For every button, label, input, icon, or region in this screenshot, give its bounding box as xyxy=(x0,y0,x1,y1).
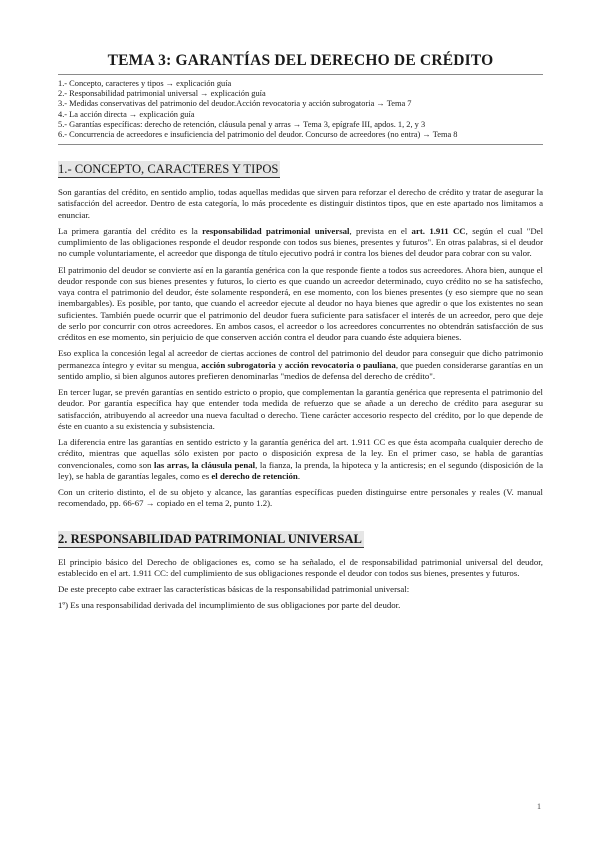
toc-item: 6.- Concurrencia de acreedores e insuficiencia del patrimonio del deudor. Concurso de acreedores (no entra) → Tema 8 xyxy=(58,130,458,140)
document-page xyxy=(58,52,543,617)
document-title: TEMA 3: GARANTÍAS DEL DERECHO DE CRÉDITO xyxy=(107,52,494,69)
table-of-contents xyxy=(58,75,543,144)
section-heading-2: 2. RESPONSABILIDAD PATRIMONIAL UNIVERSAL xyxy=(58,531,362,546)
paragraph: La primera garantía del crédito es la responsabilidad patrimonial universal, prevista en el art. 1.911 CC, según el cual "Del cumplimiento de las obligaciones responde el deudor responde con todos sus bienes, presentes y futuros". En otras palabras, si el deudor no cumple voluntariamente, el acreedor que disponga de título ejecutivo podrá ir contra los bienes del deudor para cobrar con su valor. xyxy=(58,225,544,259)
paragraph: En tercer lugar, se prevén garantías en sentido estricto o propio, que complementan la garantía genérica que representa el patrimonio del deudor. Por garantía específica hay que entender toda medida de refuerzo que se añade a un derecho de crédito para asegurar su satisfacción, atribuyendo al acreedor una nueva facultad o derecho. Tiene carácter accesorio respecto del crédito, por lo que depende de éste en cuanto a su existencia y subsistencia. xyxy=(58,387,543,431)
paragraph: De este precepto cabe extraer las características básicas de la responsabilidad patrimonial universal: xyxy=(58,584,410,595)
toc-item: 5.- Garantías específicas: derecho de retención, cláusula penal y arras → Tema 3, epígrafe III, apdos. 1, 2, y 3 xyxy=(58,119,426,129)
paragraph: El principio básico del Derecho de obligaciones es, como se ha señalado, el de responsabilidad patrimonial universal del deudor, establecido en el art. 1.911 CC: del cumplimiento de sus obligaciones responde el deudor con todos sus bienes, presentes y futuros. xyxy=(58,556,543,578)
toc-item: 4.- La acción directa → explicación guía xyxy=(58,109,195,119)
paragraph: Son garantías del crédito, en sentido amplio, todas aquellas medidas que sirven para reforzar el derecho de crédito y tratar de asegurar la satisfacción del acreedor. Dentro de esta categoría, lo más procedente es distinguir distintos tipos, que en este apartado nos limitamos a enunciar. xyxy=(58,187,543,220)
paragraph: Eso explica la concesión legal al acreedor de ciertas acciones de control del patrimonio del deudor para conseguir que dicho patrimonio permanezca íntegro y evitar su mengua, acción subrogatoria y acción revocatoria o pauliana, que pueden considerarse garantías en un sentido amplio, si bien algunos autores prefieren denominarlas "medios de defensa del derecho de crédito". xyxy=(58,348,543,381)
toc-item: 2.- Responsabilidad patrimonial universal → explicación guía xyxy=(58,89,266,99)
paragraph: El patrimonio del deudor se convierte así en la garantía genérica con la que responde fiente a todos sus acreedores. Ahora bien, aunque el deudor responde con sus bienes presentes y futuros, lo cierto es que cuando un acreedor determinado, cuyo crédito no se ha satisfecho, vaya contra el patrimonio del deudor, éste solamente responderá, en ese momento, con los bienes presentes (y eso siempre que no sean inembargables). Es posible, por tanto, que cuando el acreedor ejecute al deudor no haya bienes que agredir o que los existentes no sean suficientes. También puede ocurrir que el patrimonio del deudor fuera suficiente para satisfacer el interés de un acreedor, pero que deje de serlo por concurrir con otros acreedores. En ambos casos, el acreedor o los acreedores concurrentes no obtendrán satisfacción de sus créditos en ese momento, sin perjuicio de que conserven acción contra el deudor para cuando éste adquiera bienes. xyxy=(58,264,543,343)
section-heading-1: 1.- CONCEPTO, CARACTERES Y TIPOS xyxy=(58,162,279,177)
toc-item: 1.- Concepto, caracteres y tipos → explicación guía xyxy=(58,79,232,88)
toc-item: 3.- Medidas conservativas del patrimonio del deudor.Acción revocatoria y acción subrogatoria → Tema 7 xyxy=(58,99,412,109)
page-number: 1 xyxy=(537,802,541,811)
toc-divider xyxy=(58,144,543,145)
paragraph: 1º) Es una responsabilidad derivada del incumplimiento de sus obligaciones por parte del deudor. xyxy=(58,600,401,611)
paragraph: La diferencia entre las garantías en sentido estricto y la garantía genérica del art. 1.911 CC es que ésta acompaña cualquier derecho de crédito, mientras que aquellas sólo existen por pacto o disposición expresa de la ley. En el primer caso, se habla de garantías convencionales, como son las arras, la cláusula penal, la fianza, la prenda, la hipoteca y la anticresis; en el segundo (disposición de la ley), se habla de garantías legales, como es el derecho de retención. xyxy=(58,437,543,481)
paragraph: Con un criterio distinto, el de su objeto y alcance, las garantías específicas pueden distinguirse entre personales y reales (V. manual recomendado, pp. 66-67 → copiado en el tema 2, punto 1.2). xyxy=(58,487,543,509)
